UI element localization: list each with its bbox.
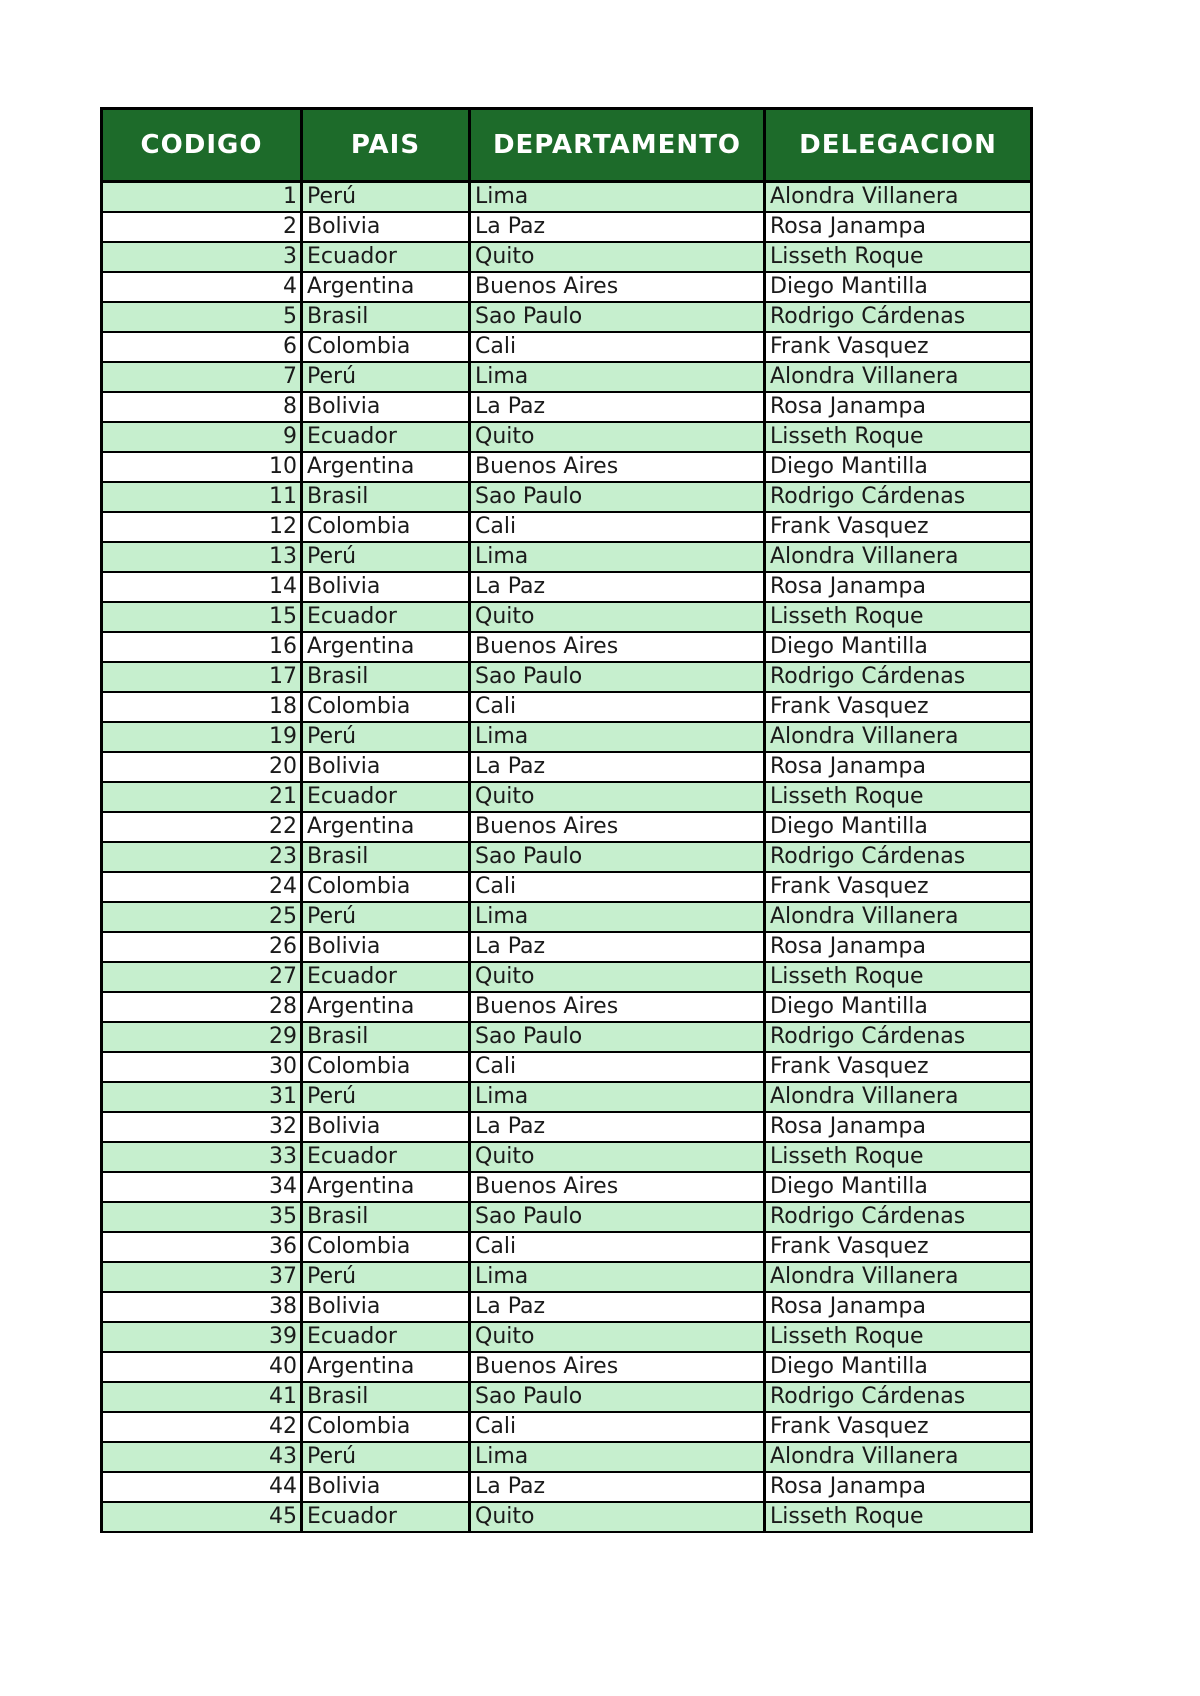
cell-pais: Perú	[302, 542, 470, 572]
cell-departamento: La Paz	[470, 1292, 765, 1322]
cell-codigo: 4	[102, 272, 302, 302]
cell-codigo: 2	[102, 212, 302, 242]
table-row	[102, 1052, 1032, 1082]
cell-departamento: Lima	[470, 902, 765, 932]
table-row	[102, 1232, 1032, 1262]
table-row	[102, 722, 1032, 752]
cell-codigo: 38	[102, 1292, 302, 1322]
table-row	[102, 1142, 1032, 1172]
cell-pais: Colombia	[302, 1052, 470, 1082]
table-row	[102, 1412, 1032, 1442]
cell-departamento: La Paz	[470, 1112, 765, 1142]
table-row	[102, 842, 1032, 872]
cell-departamento: Sao Paulo	[470, 1382, 765, 1412]
cell-delegacion: Rosa Janampa	[765, 752, 1032, 782]
table-body	[102, 182, 1032, 1533]
cell-pais: Brasil	[302, 302, 470, 332]
cell-codigo: 26	[102, 932, 302, 962]
cell-departamento: La Paz	[470, 752, 765, 782]
cell-delegacion: Rosa Janampa	[765, 1292, 1032, 1322]
cell-pais: Argentina	[302, 272, 470, 302]
cell-delegacion: Rodrigo Cárdenas	[765, 1022, 1032, 1052]
cell-departamento: La Paz	[470, 1472, 765, 1502]
cell-pais: Bolivia	[302, 1112, 470, 1142]
table-row	[102, 1442, 1032, 1472]
cell-departamento: La Paz	[470, 572, 765, 602]
cell-codigo: 18	[102, 692, 302, 722]
cell-departamento: Quito	[470, 1322, 765, 1352]
delegation-table	[100, 107, 1033, 1533]
table-row	[102, 1202, 1032, 1232]
table-row	[102, 272, 1032, 302]
cell-pais: Perú	[302, 722, 470, 752]
cell-pais: Perú	[302, 182, 470, 213]
cell-delegacion: Diego Mantilla	[765, 812, 1032, 842]
cell-codigo: 16	[102, 632, 302, 662]
table-row	[102, 512, 1032, 542]
cell-codigo: 35	[102, 1202, 302, 1232]
cell-departamento: Sao Paulo	[470, 482, 765, 512]
cell-codigo: 22	[102, 812, 302, 842]
cell-departamento: Lima	[470, 1442, 765, 1472]
cell-departamento: Lima	[470, 182, 765, 213]
cell-pais: Brasil	[302, 1202, 470, 1232]
cell-pais: Bolivia	[302, 932, 470, 962]
table-row	[102, 1292, 1032, 1322]
cell-codigo: 42	[102, 1412, 302, 1442]
table-row	[102, 602, 1032, 632]
cell-codigo: 6	[102, 332, 302, 362]
cell-pais: Perú	[302, 362, 470, 392]
cell-codigo: 40	[102, 1352, 302, 1382]
cell-departamento: Cali	[470, 1052, 765, 1082]
cell-codigo: 23	[102, 842, 302, 872]
table-row	[102, 1082, 1032, 1112]
cell-codigo: 34	[102, 1172, 302, 1202]
cell-codigo: 5	[102, 302, 302, 332]
cell-departamento: Quito	[470, 422, 765, 452]
cell-codigo: 43	[102, 1442, 302, 1472]
header-departamento: DEPARTAMENTO	[470, 109, 765, 182]
cell-departamento: Buenos Aires	[470, 452, 765, 482]
table-row	[102, 1262, 1032, 1292]
table-row	[102, 632, 1032, 662]
cell-delegacion: Lisseth Roque	[765, 242, 1032, 272]
cell-delegacion: Rosa Janampa	[765, 392, 1032, 422]
table-row	[102, 992, 1032, 1022]
cell-codigo: 37	[102, 1262, 302, 1292]
cell-pais: Brasil	[302, 662, 470, 692]
cell-pais: Ecuador	[302, 242, 470, 272]
cell-codigo: 8	[102, 392, 302, 422]
cell-departamento: Cali	[470, 332, 765, 362]
header-delegacion: DELEGACION	[765, 109, 1032, 182]
cell-delegacion: Frank Vasquez	[765, 1412, 1032, 1442]
cell-departamento: Sao Paulo	[470, 302, 765, 332]
cell-pais: Brasil	[302, 842, 470, 872]
cell-pais: Ecuador	[302, 1502, 470, 1532]
table-row	[102, 782, 1032, 812]
cell-delegacion: Rodrigo Cárdenas	[765, 662, 1032, 692]
cell-delegacion: Alondra Villanera	[765, 1082, 1032, 1112]
cell-codigo: 29	[102, 1022, 302, 1052]
cell-delegacion: Frank Vasquez	[765, 1052, 1032, 1082]
cell-pais: Bolivia	[302, 1292, 470, 1322]
cell-departamento: Lima	[470, 1262, 765, 1292]
cell-delegacion: Rodrigo Cárdenas	[765, 302, 1032, 332]
cell-delegacion: Lisseth Roque	[765, 1502, 1032, 1532]
cell-pais: Bolivia	[302, 392, 470, 422]
cell-pais: Brasil	[302, 1022, 470, 1052]
cell-codigo: 1	[102, 182, 302, 213]
cell-codigo: 30	[102, 1052, 302, 1082]
cell-delegacion: Rodrigo Cárdenas	[765, 482, 1032, 512]
cell-departamento: Buenos Aires	[470, 812, 765, 842]
cell-pais: Ecuador	[302, 422, 470, 452]
cell-codigo: 24	[102, 872, 302, 902]
cell-delegacion: Frank Vasquez	[765, 692, 1032, 722]
cell-codigo: 17	[102, 662, 302, 692]
cell-departamento: Sao Paulo	[470, 842, 765, 872]
cell-pais: Perú	[302, 1082, 470, 1112]
cell-delegacion: Lisseth Roque	[765, 1322, 1032, 1352]
table-row	[102, 242, 1032, 272]
cell-delegacion: Diego Mantilla	[765, 1172, 1032, 1202]
cell-pais: Ecuador	[302, 1322, 470, 1352]
cell-delegacion: Frank Vasquez	[765, 332, 1032, 362]
table-row	[102, 212, 1032, 242]
header-codigo: CODIGO	[102, 109, 302, 182]
table-row	[102, 1382, 1032, 1412]
cell-departamento: Cali	[470, 692, 765, 722]
cell-delegacion: Rodrigo Cárdenas	[765, 1202, 1032, 1232]
cell-pais: Perú	[302, 1442, 470, 1472]
cell-codigo: 25	[102, 902, 302, 932]
cell-codigo: 45	[102, 1502, 302, 1532]
table-row	[102, 302, 1032, 332]
cell-pais: Argentina	[302, 1352, 470, 1382]
table-row	[102, 182, 1032, 213]
cell-codigo: 20	[102, 752, 302, 782]
cell-departamento: Cali	[470, 512, 765, 542]
header-row	[102, 109, 1032, 182]
cell-pais: Brasil	[302, 1382, 470, 1412]
cell-delegacion: Alondra Villanera	[765, 182, 1032, 213]
table-header	[102, 109, 1032, 182]
cell-pais: Bolivia	[302, 572, 470, 602]
cell-pais: Colombia	[302, 332, 470, 362]
cell-codigo: 7	[102, 362, 302, 392]
cell-codigo: 27	[102, 962, 302, 992]
cell-delegacion: Rosa Janampa	[765, 1112, 1032, 1142]
cell-departamento: Buenos Aires	[470, 632, 765, 662]
table-row	[102, 482, 1032, 512]
cell-codigo: 41	[102, 1382, 302, 1412]
cell-delegacion: Frank Vasquez	[765, 1232, 1032, 1262]
cell-codigo: 10	[102, 452, 302, 482]
cell-pais: Colombia	[302, 1232, 470, 1262]
cell-pais: Ecuador	[302, 782, 470, 812]
cell-delegacion: Lisseth Roque	[765, 422, 1032, 452]
cell-pais: Perú	[302, 902, 470, 932]
cell-codigo: 39	[102, 1322, 302, 1352]
cell-departamento: La Paz	[470, 212, 765, 242]
cell-departamento: Quito	[470, 602, 765, 632]
cell-departamento: Quito	[470, 1142, 765, 1172]
table-row	[102, 452, 1032, 482]
cell-departamento: Lima	[470, 722, 765, 752]
cell-pais: Bolivia	[302, 752, 470, 782]
cell-pais: Ecuador	[302, 1142, 470, 1172]
cell-codigo: 19	[102, 722, 302, 752]
cell-pais: Bolivia	[302, 212, 470, 242]
cell-pais: Colombia	[302, 692, 470, 722]
cell-codigo: 13	[102, 542, 302, 572]
cell-codigo: 21	[102, 782, 302, 812]
cell-codigo: 31	[102, 1082, 302, 1112]
table-row	[102, 1352, 1032, 1382]
cell-delegacion: Diego Mantilla	[765, 1352, 1032, 1382]
cell-departamento: Cali	[470, 1232, 765, 1262]
table-row	[102, 1322, 1032, 1352]
table-row	[102, 572, 1032, 602]
cell-pais: Argentina	[302, 452, 470, 482]
table-row	[102, 962, 1032, 992]
cell-departamento: Lima	[470, 542, 765, 572]
cell-codigo: 28	[102, 992, 302, 1022]
header-pais: PAIS	[302, 109, 470, 182]
cell-delegacion: Diego Mantilla	[765, 452, 1032, 482]
cell-delegacion: Rosa Janampa	[765, 1472, 1032, 1502]
table-row	[102, 332, 1032, 362]
cell-codigo: 3	[102, 242, 302, 272]
cell-codigo: 9	[102, 422, 302, 452]
table-row	[102, 872, 1032, 902]
cell-codigo: 15	[102, 602, 302, 632]
cell-delegacion: Lisseth Roque	[765, 602, 1032, 632]
cell-pais: Argentina	[302, 992, 470, 1022]
table-row	[102, 902, 1032, 932]
cell-codigo: 36	[102, 1232, 302, 1262]
cell-delegacion: Alondra Villanera	[765, 902, 1032, 932]
table-row	[102, 1502, 1032, 1532]
cell-pais: Colombia	[302, 512, 470, 542]
cell-delegacion: Lisseth Roque	[765, 1142, 1032, 1172]
table-row	[102, 932, 1032, 962]
cell-delegacion: Alondra Villanera	[765, 362, 1032, 392]
cell-pais: Brasil	[302, 482, 470, 512]
table-row	[102, 1112, 1032, 1142]
table-row	[102, 662, 1032, 692]
cell-departamento: La Paz	[470, 392, 765, 422]
cell-departamento: Buenos Aires	[470, 272, 765, 302]
cell-delegacion: Alondra Villanera	[765, 542, 1032, 572]
cell-delegacion: Rodrigo Cárdenas	[765, 1382, 1032, 1412]
cell-codigo: 33	[102, 1142, 302, 1172]
cell-pais: Bolivia	[302, 1472, 470, 1502]
cell-delegacion: Rosa Janampa	[765, 572, 1032, 602]
cell-delegacion: Lisseth Roque	[765, 782, 1032, 812]
table-row	[102, 362, 1032, 392]
cell-pais: Perú	[302, 1262, 470, 1292]
cell-delegacion: Diego Mantilla	[765, 272, 1032, 302]
cell-delegacion: Alondra Villanera	[765, 1442, 1032, 1472]
cell-departamento: Quito	[470, 1502, 765, 1532]
cell-departamento: Quito	[470, 962, 765, 992]
cell-departamento: Cali	[470, 1412, 765, 1442]
table-row	[102, 1472, 1032, 1502]
cell-delegacion: Alondra Villanera	[765, 722, 1032, 752]
cell-departamento: Lima	[470, 1082, 765, 1112]
cell-codigo: 11	[102, 482, 302, 512]
table-row	[102, 392, 1032, 422]
table-row	[102, 542, 1032, 572]
cell-pais: Argentina	[302, 1172, 470, 1202]
cell-delegacion: Diego Mantilla	[765, 992, 1032, 1022]
cell-codigo: 12	[102, 512, 302, 542]
cell-codigo: 32	[102, 1112, 302, 1142]
cell-delegacion: Frank Vasquez	[765, 512, 1032, 542]
cell-delegacion: Frank Vasquez	[765, 872, 1032, 902]
cell-delegacion: Rodrigo Cárdenas	[765, 842, 1032, 872]
cell-departamento: Buenos Aires	[470, 1352, 765, 1382]
cell-departamento: Buenos Aires	[470, 992, 765, 1022]
cell-pais: Ecuador	[302, 962, 470, 992]
cell-codigo: 14	[102, 572, 302, 602]
cell-delegacion: Lisseth Roque	[765, 962, 1032, 992]
cell-delegacion: Diego Mantilla	[765, 632, 1032, 662]
table-row	[102, 1022, 1032, 1052]
cell-delegacion: Alondra Villanera	[765, 1262, 1032, 1292]
cell-departamento: Buenos Aires	[470, 1172, 765, 1202]
cell-pais: Argentina	[302, 632, 470, 662]
cell-departamento: La Paz	[470, 932, 765, 962]
cell-pais: Colombia	[302, 1412, 470, 1442]
cell-departamento: Quito	[470, 782, 765, 812]
table-row	[102, 1172, 1032, 1202]
cell-departamento: Sao Paulo	[470, 1022, 765, 1052]
cell-pais: Argentina	[302, 812, 470, 842]
cell-delegacion: Rosa Janampa	[765, 212, 1032, 242]
table-row	[102, 422, 1032, 452]
cell-departamento: Sao Paulo	[470, 662, 765, 692]
cell-departamento: Cali	[470, 872, 765, 902]
table-row	[102, 752, 1032, 782]
table-row	[102, 692, 1032, 722]
cell-delegacion: Rosa Janampa	[765, 932, 1032, 962]
table-row	[102, 812, 1032, 842]
cell-departamento: Lima	[470, 362, 765, 392]
cell-pais: Ecuador	[302, 602, 470, 632]
cell-codigo: 44	[102, 1472, 302, 1502]
cell-departamento: Quito	[470, 242, 765, 272]
cell-departamento: Sao Paulo	[470, 1202, 765, 1232]
cell-pais: Colombia	[302, 872, 470, 902]
